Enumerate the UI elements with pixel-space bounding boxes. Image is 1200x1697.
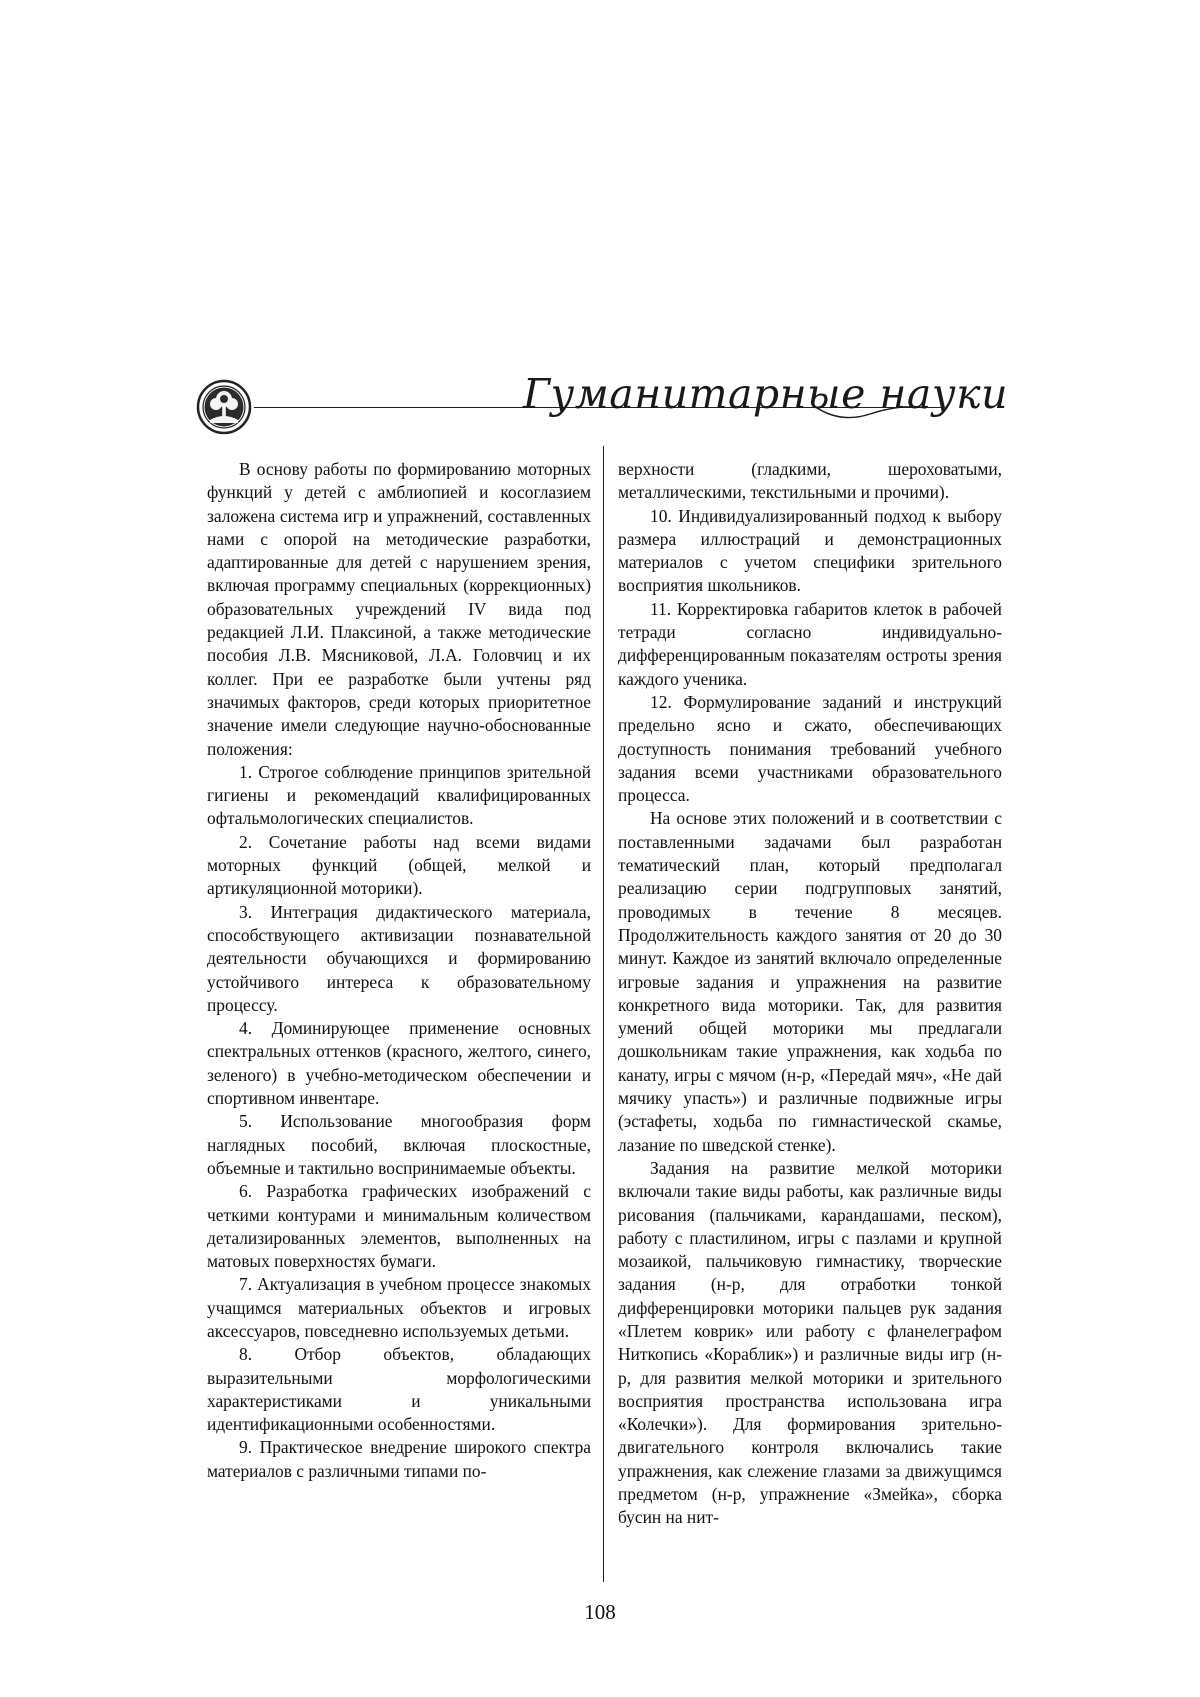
body-paragraph: На основе этих положений и в соответствии с поставленными задачами был разработан тематический план, который предполагал реализацию серии подгрупповых занятий, проводимых в течение 8 месяцев. Продолжительность каждого занятия от 20 до 30 минут. Каждое из занятий включало определенные игровые задания и упражнения на развитие конкретного вида моторики. Так, для развития умений общей моторики мы предлагали дошкольникам такие упражнения, как ходьба по канату, игры с мячом (н-р, «Передай мяч», «Не дай мячику упасть») и различные подвижные игры (эстафеты, ходьба по гимнастической скамье, лазание по шведской стенке). xyxy=(618,808,1002,1155)
list-item: 3. Интеграция дидактического материала, способствующего активизации познавательной деятельности обучающихся и формированию устойчивого интереса к образовательному процессу. xyxy=(207,901,591,1015)
column-divider xyxy=(603,446,604,1582)
tree-emblem-icon xyxy=(196,379,252,435)
continuation-paragraph: верхности (гладкими, шероховатыми, металлическими, текстильными и прочими). xyxy=(618,459,1002,503)
list-item: 6. Разработка графических изображений с четкими контурами и минимальным количеством детализированных элементов, выполненных на матовых поверхностях бумаги. xyxy=(207,1181,591,1272)
right-column xyxy=(618,458,1002,1530)
list-item: 11. Корректировка габаритов клеток в рабочей тетради согласно индивидуально-дифференцированным показателям остроты зрения каждого ученика. xyxy=(618,598,1002,689)
left-column xyxy=(207,458,591,1483)
list-item: 10. Индивидуализированный подход к выбору размера иллюстраций и демонстрационных материалов с учетом специфики зрительного восприятия школьников. xyxy=(618,505,1002,596)
list-item: 12. Формулирование заданий и инструкций предельно ясно и сжато, обеспечивающих доступность понимания требований учебного задания всеми участниками образовательного процесса. xyxy=(618,691,1002,806)
list-item: 8. Отбор объектов, обладающих выразительными морфологическими характеристиками и уникальными идентификационными особенностями. xyxy=(207,1344,591,1435)
page-header xyxy=(196,372,1008,442)
page-number: 108 xyxy=(584,1600,616,1624)
list-item: 4. Доминирующее применение основных спектральных оттенков (красного, желтого, синего, зеленого) в учебно-методическом обеспечении и спортивном инвентаре. xyxy=(207,1018,591,1109)
list-item: 5. Использование многообразия форм наглядных пособий, включая плоскостные, объемные и тактильно воспринимаемые объекты. xyxy=(207,1111,591,1178)
section-title: Гуманитарные науки xyxy=(522,370,1008,418)
body-paragraph: Задания на развитие мелкой моторики включали такие виды работы, как различные виды рисования (пальчиками, карандашами, песком), работу с пластилином, игры с пазлами и крупной мозаикой, пальчиковую гимнастику, творческие задания (н-р, для отработки тонкой дифференцировки моторики пальцев рук задания «Плетем коврик» или работу с фланелеграфом Ниткопись «Кораблик») и различные виды игр (н-р, для развития мелкой моторики и зрительного восприятия пространства использована игра «Колечки»). Для формирования зрительно-двигательного контроля включались такие упражнения, как слежение глазами за движущимся предметом (н-р, упражнение «Змейка», сборка бусин на нит- xyxy=(618,1157,1002,1528)
list-item: 7. Актуализация в учебном процессе знакомых учащимся материальных объектов и игровых аксессуаров, повседневно используемых детьми. xyxy=(207,1274,591,1341)
list-item: 9. Практическое внедрение широкого спектра материалов с различными типами по- xyxy=(207,1437,591,1481)
title-swash-ornament xyxy=(810,402,930,424)
intro-paragraph: В основу работы по формированию моторных функций у детей с амблиопией и косоглазием заложена система игр и упражнений, составленных нами с опорой на методические разработки, адаптированные для детей с нарушением зрения, включая программу специальных (коррекционных) образовательных учреждений IV вида под редакцией Л.И. Плаксиной, а также методические пособия Л.В. Мясниковой, Л.А. Головчиц и их коллег. При ее разработке были учтены ряд значимых факторов, среди которых приоритетное значение имели следующие научно-обоснованные положения: xyxy=(207,459,591,759)
list-item: 1. Строгое соблюдение принципов зрительной гигиены и рекомендаций квалифицированных офтальмологических специалистов. xyxy=(207,761,591,829)
list-item: 2. Сочетание работы над всеми видами моторных функций (общей, мелкой и артикуляционной моторики). xyxy=(207,831,591,899)
